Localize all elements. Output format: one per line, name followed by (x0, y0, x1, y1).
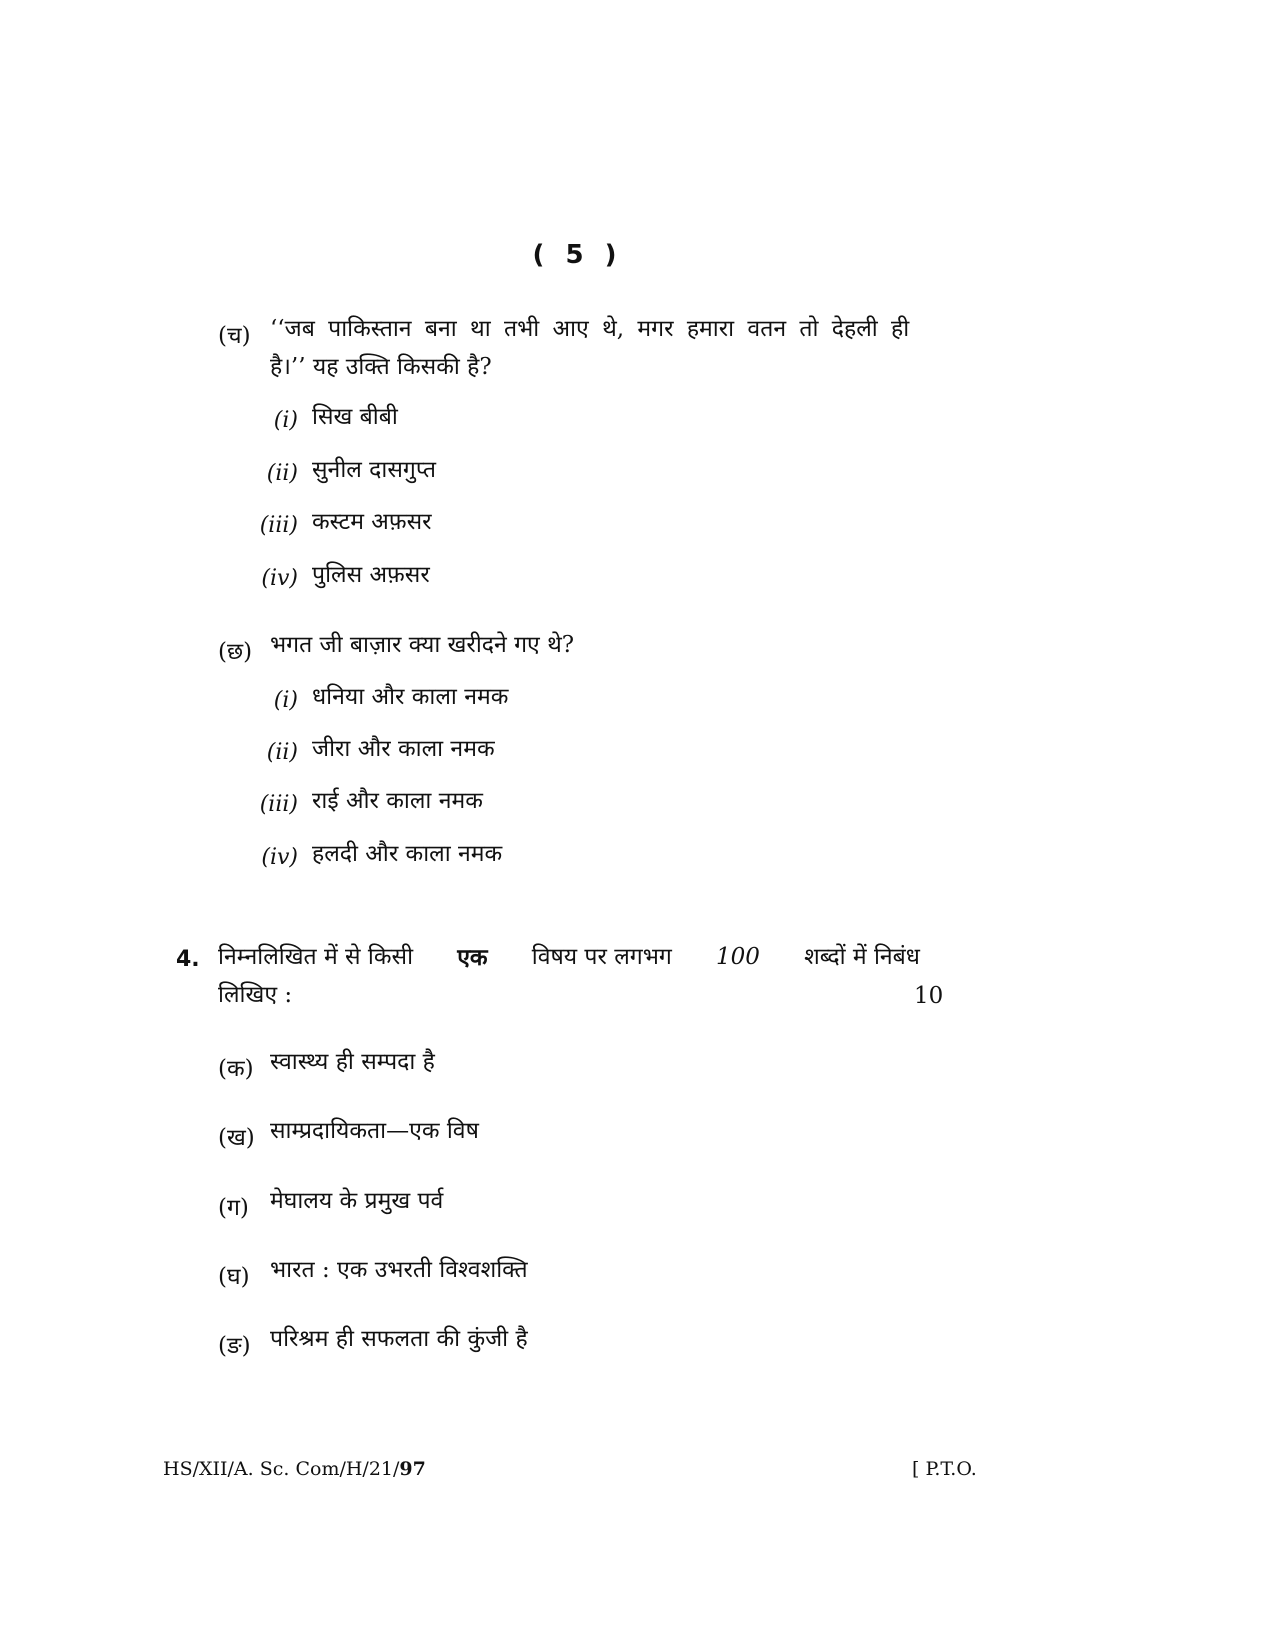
option-text: जीरा और काला नमक (312, 736, 495, 762)
question-4-bold-word: एक (457, 944, 488, 971)
question-number-4: 4. (176, 947, 200, 972)
topic-text: परिश्रम ही सफलता की कुंजी है (270, 1326, 528, 1352)
question-4-part1: निम्नलिखित में से किसी (218, 944, 414, 970)
option-text: राई और काला नमक (312, 788, 483, 814)
topic-text: साम्प्रदायिकता—एक विष (270, 1118, 479, 1144)
topic-text: भारत : एक उभरती विश्वशक्ति (270, 1257, 528, 1283)
topic-label: (ख) (218, 1125, 255, 1151)
question-4-part3: शब्दों में निबंध (804, 944, 920, 970)
topic-text: मेघालय के प्रमुख पर्व (270, 1188, 444, 1214)
question-chha-text: भगत जी बाज़ार क्या खरीदने गए थे? (270, 632, 575, 658)
option-number: (i) (273, 688, 298, 713)
option-text: सुनील दासगुप्त (312, 457, 437, 483)
question-4-line2: लिखिए : (218, 982, 293, 1008)
option-number: (iv) (261, 845, 298, 870)
option-text: धनिया और काला नमक (312, 684, 509, 710)
option-text: कस्टम अफ़सर (312, 509, 432, 535)
question-4-line1 (218, 946, 920, 969)
question-4-part2: विषय पर लगभग (531, 944, 672, 970)
topic-label: (घ) (218, 1264, 250, 1290)
topic-label: (ग) (218, 1195, 249, 1221)
question-label-chha: (छ) (218, 639, 253, 665)
option-number: (ii) (266, 461, 298, 486)
pto-label: [ P.T.O. (912, 1458, 977, 1480)
paper-code-prefix: HS/XII/A. Sc. Com/H/21/ (163, 1458, 400, 1480)
paper-code-number: 97 (399, 1458, 426, 1480)
option-number: (iii) (259, 792, 298, 817)
question-label-cha: (च) (218, 323, 251, 349)
option-text: हलदी और काला नमक (312, 841, 503, 867)
option-text: पुलिस अफ़सर (312, 562, 430, 588)
page-number: ( 5 ) (532, 240, 623, 270)
topic-label: (क) (218, 1056, 254, 1082)
topic-text: स्वास्थ्य ही सम्पदा है (270, 1049, 435, 1075)
topic-label: (ङ) (218, 1333, 251, 1359)
option-text: सिख बीबी (312, 404, 398, 430)
option-number: (iii) (259, 513, 298, 538)
option-number: (i) (273, 408, 298, 433)
option-number: (ii) (266, 740, 298, 765)
question-cha-line2: है।’’ यह उक्ति किसकी है? (270, 354, 492, 380)
question-4-marks: 10 (914, 983, 944, 1009)
question-4-word-count: 100 (716, 944, 760, 970)
paper-code (163, 1458, 426, 1480)
question-cha-line1: ‘‘जब पाकिस्तान बना था तभी आए थे, मगर हमारा वतन तो देहली ही (270, 316, 910, 342)
option-number: (iv) (261, 566, 298, 591)
